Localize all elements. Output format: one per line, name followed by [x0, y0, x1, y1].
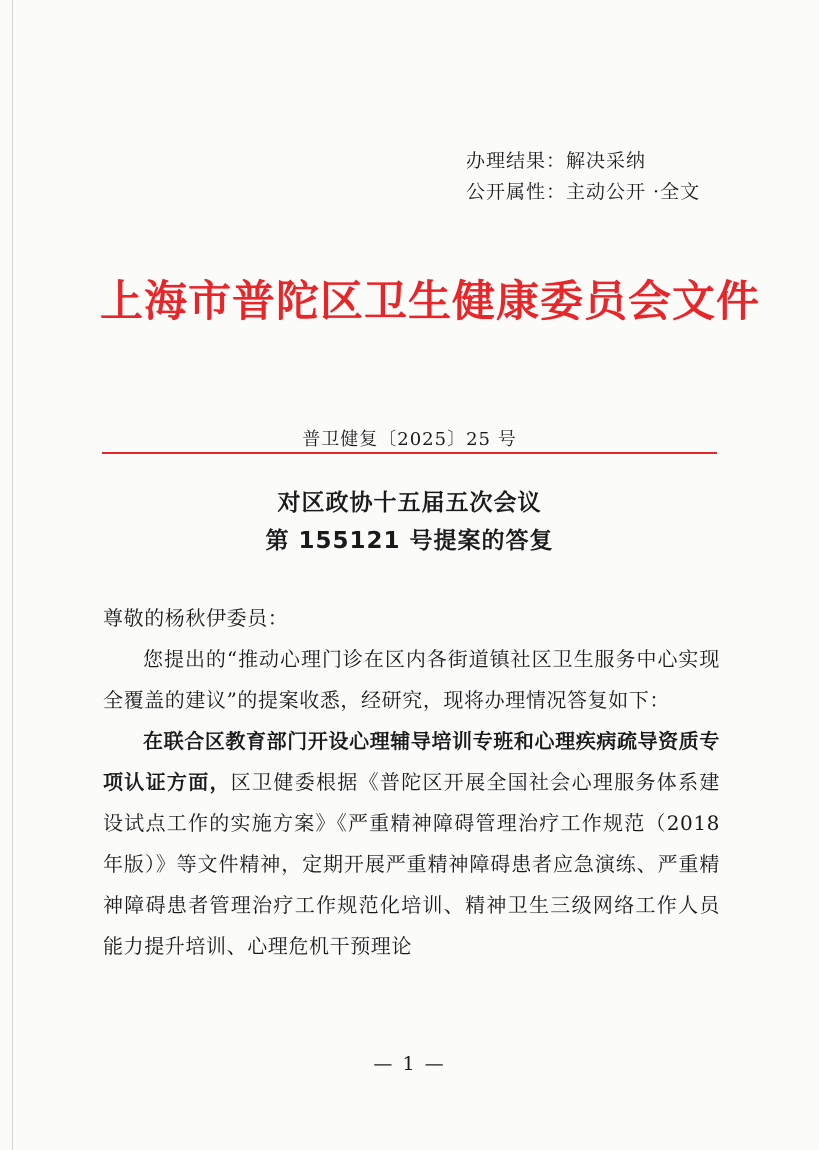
- paragraph-2-text: 区卫健委根据《普陀区开展全国社会心理服务体系建设试点工作的实施方案》《严重精神障碍管理治疗工作规范（2018 年版）》等文件精神，定期开展严重精神障碍患者应急演练、严重精神障碍患者管理治疗工作规范化培训、精神卫生三级网络工作人员能力提升培训、心理危机干预理论: [103, 770, 720, 958]
- document-title-line-2: 第 155121 号提案的答复: [265, 528, 554, 554]
- paragraph-2-heading: 在联合区教育部门开设心理辅导培训专班和心理疾病疏导资质专项认证方面，: [103, 729, 720, 794]
- document-meta: [466, 146, 700, 208]
- page-number: — 1 —: [373, 1053, 446, 1075]
- document-body: [103, 598, 720, 967]
- salutation: 尊敬的杨秋伊委员：: [103, 606, 289, 630]
- paragraph-1: 您提出的“推动心理门诊在区内各街道镇社区卫生服务中心实现全覆盖的建议”的提案收悉，经研究，现将办理情况答复如下：: [103, 647, 720, 712]
- document-title: [0, 484, 819, 560]
- red-divider-line: [102, 452, 717, 454]
- handling-result: 办理结果：解决采纳: [466, 150, 647, 172]
- paragraph-2: [103, 721, 720, 967]
- document-number: 普卫健复〔2025〕25 号: [302, 429, 517, 450]
- scan-edge-line: [12, 0, 13, 1150]
- issuer-title: 上海市普陀区卫生健康委员会文件: [100, 277, 760, 327]
- disclosure-attribute: 公开属性：主动公开 ·全文: [466, 181, 701, 203]
- document-title-line-1: 对区政协十五届五次会议: [277, 490, 542, 516]
